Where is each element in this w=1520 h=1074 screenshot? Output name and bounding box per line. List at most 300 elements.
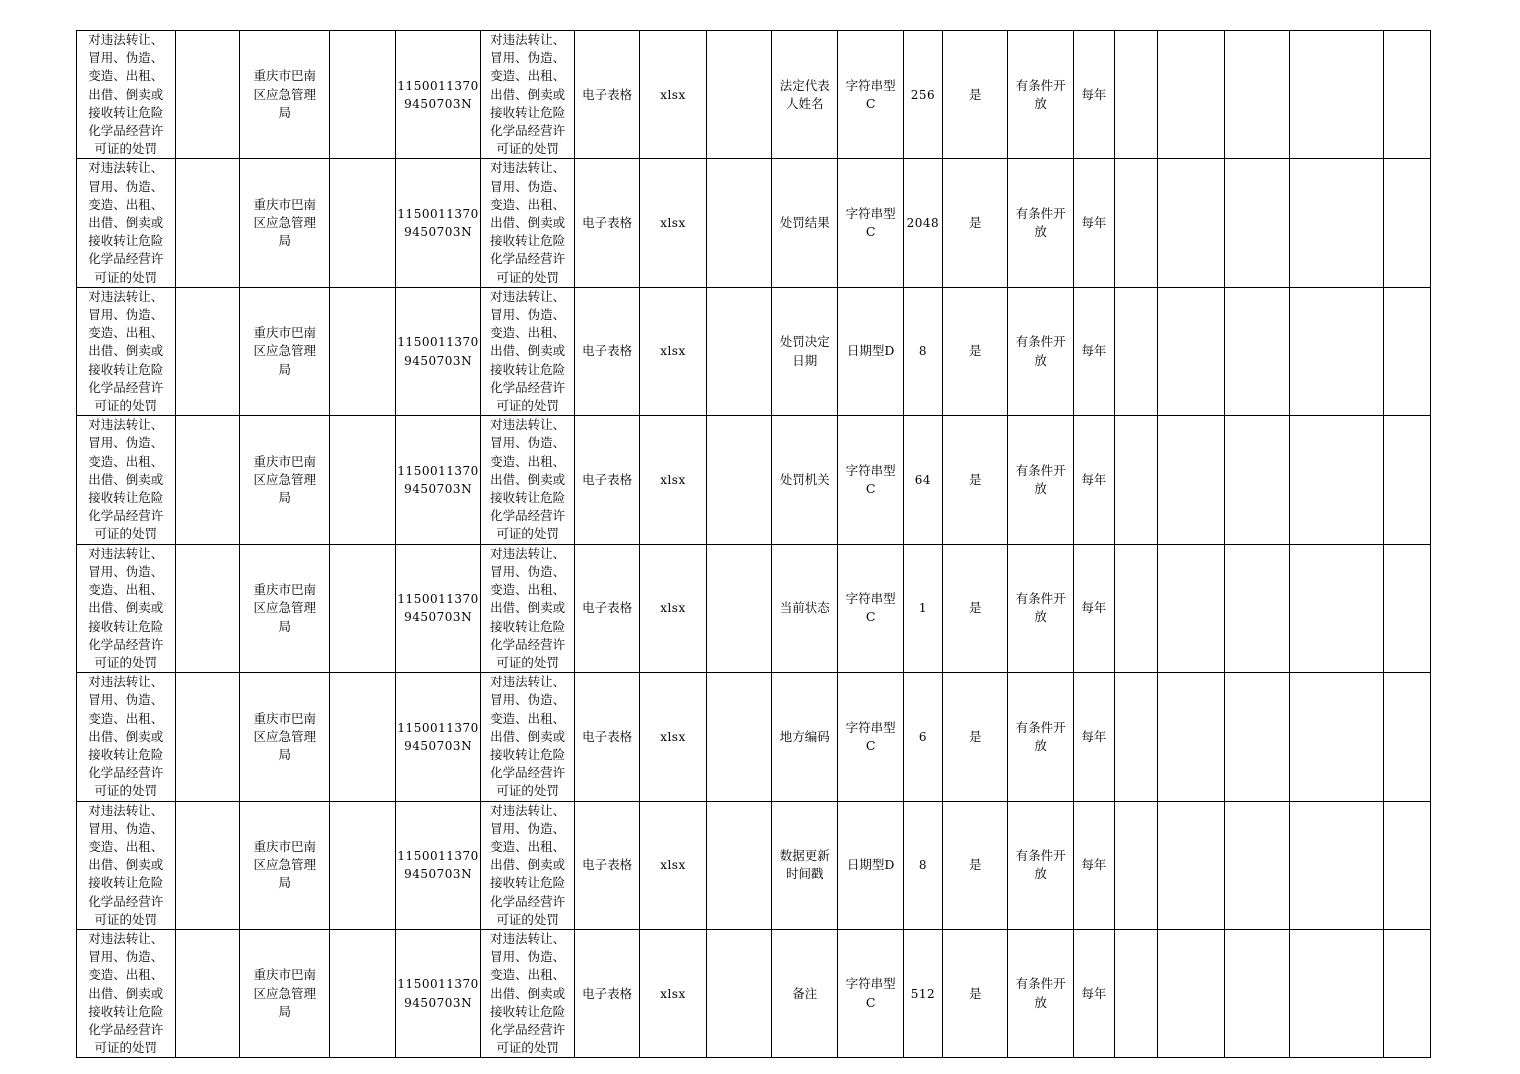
cell-department [239,929,330,1057]
cell-credit-code-text [396,333,481,369]
text-line: 可证的处罚 [94,654,158,670]
cell-department [239,31,330,159]
text-line: 区应急管理 [253,985,316,1001]
text-line: 接收转让危险 [490,1003,566,1019]
cell-empty [175,929,239,1057]
table-row [77,416,1431,544]
cell-update-frequency [1073,287,1114,415]
cell-empty [1383,801,1430,929]
cell-data-type-text [838,719,902,755]
text-line: 重庆市巴南 [253,453,316,469]
cell-empty [706,31,771,159]
text-line: 对违法转让、 [88,545,164,561]
cell-open-type-text [1008,590,1072,626]
cell-empty [1290,159,1384,287]
text-line: 1150011370 [397,720,479,735]
cell-credit-code [395,673,481,801]
text-line: 放 [1034,352,1047,368]
cell-open-type [1008,929,1073,1057]
cell-empty [1158,159,1224,287]
cell-empty [1158,287,1224,415]
cell-update-frequency [1073,801,1114,929]
cell-required-text: 是 [968,343,982,359]
cell-field-name-text [772,471,837,489]
cell-empty [1158,31,1224,159]
cell-extension [640,929,706,1057]
cell-update-frequency [1073,929,1114,1057]
text-line: 放 [1034,480,1047,496]
cell-update-frequency [1073,416,1114,544]
text-line: 人姓名 [785,95,824,111]
cell-extension [640,673,706,801]
text-line: 出借、倒卖或 [490,343,566,359]
cell-empty [1224,159,1289,287]
text-line: 处罚机关 [779,471,830,487]
cell-department-text [240,966,330,1021]
text-line: 出借、倒卖或 [490,728,566,744]
text-line: 对违法转让、 [88,160,164,176]
cell-empty [330,159,395,287]
cell-resource-name-text [481,31,574,158]
text-line: 变造、出租、 [490,196,566,212]
text-line: 可证的处罚 [496,783,559,799]
text-line: 变造、出租、 [88,196,164,212]
cell-field-length-text: 6 [918,729,927,744]
cell-item-name [77,159,176,287]
cell-data-type [838,31,903,159]
text-line: 重庆市巴南 [253,838,316,854]
text-line: 处罚结果 [779,215,830,231]
cell-extension-text: xlsx [660,729,686,744]
cell-update-frequency [1073,31,1114,159]
cell-resource-name-text [481,673,574,800]
text-line: 变造、出租、 [490,582,566,598]
text-line: 日期型D [846,857,895,873]
text-line: 可证的处罚 [94,783,158,799]
text-line: 放 [1034,609,1047,625]
cell-empty [706,801,771,929]
cell-update-frequency-text: 每年 [1081,343,1107,359]
text-line: 接收转让危险 [490,361,566,377]
text-line: 9450703N [404,867,473,882]
text-line: 有条件开 [1015,462,1066,478]
cell-open-type-text [1008,847,1072,883]
cell-empty [706,159,771,287]
cell-field-name-text [772,728,837,746]
text-line: 变造、出租、 [490,453,566,469]
text-line: 可证的处罚 [496,911,559,927]
cell-item-name-text [77,416,175,543]
text-line: 接收转让危险 [490,233,566,249]
text-line: 可证的处罚 [496,269,559,285]
cell-item-name-text [77,159,175,286]
cell-department [239,673,330,801]
cell-credit-code-text [396,975,481,1011]
text-line: 当前状态 [779,600,830,616]
cell-item-name [77,416,176,544]
text-line: 重庆市巴南 [253,196,316,212]
text-line: 冒用、伪造、 [490,435,566,451]
text-line: 字符串型 [845,77,896,93]
cell-required [943,416,1008,544]
text-line: 9450703N [404,481,473,496]
text-line: 区应急管理 [253,343,316,359]
text-line: 9450703N [404,610,473,625]
text-line: 化学品经营许 [88,379,164,395]
text-line: 接收转让危险 [490,746,566,762]
text-line: 冒用、伪造、 [88,563,164,579]
text-line: 数据更新 [779,848,830,864]
cell-field-length-text: 8 [918,344,927,359]
text-line: 1150011370 [397,977,479,992]
text-line: 接收转让危险 [88,1003,164,1019]
cell-open-type [1008,544,1073,672]
text-line: 1150011370 [397,78,479,93]
text-line: 化学品经营许 [490,1021,566,1037]
text-line: 化学品经营许 [490,123,566,139]
cell-resource-name [481,31,575,159]
cell-field-length [903,287,942,415]
text-line: 化学品经营许 [88,1021,164,1037]
text-line: 字符串型 [845,205,896,221]
text-line: 可证的处罚 [496,398,559,414]
cell-empty [1224,287,1289,415]
cell-empty [1290,544,1384,672]
cell-format-text: 电子表格 [582,600,633,616]
text-line: 出借、倒卖或 [490,985,566,1001]
cell-empty [1115,287,1158,415]
text-line: 化学品经营许 [490,893,566,909]
text-line: 接收转让危险 [490,490,566,506]
cell-empty [1115,673,1158,801]
cell-required [943,673,1008,801]
cell-resource-name-text [481,802,574,929]
cell-empty [1383,416,1430,544]
cell-department [239,287,330,415]
cell-extension-text: xlsx [660,986,686,1001]
cell-required-text: 是 [968,215,982,231]
cell-empty [1290,673,1384,801]
cell-field-name [772,287,838,415]
cell-format-text: 电子表格 [582,343,633,359]
cell-field-length [903,929,942,1057]
cell-credit-code [395,31,481,159]
cell-update-frequency-text: 每年 [1081,985,1107,1001]
text-line: 出借、倒卖或 [490,215,566,231]
text-line: 局 [278,233,291,249]
cell-department-text [240,581,330,636]
cell-empty [1158,416,1224,544]
cell-format [574,416,639,544]
text-line: 出借、倒卖或 [88,985,164,1001]
cell-empty [1115,544,1158,672]
cell-credit-code [395,929,481,1057]
text-line: 日期型D [846,343,895,359]
cell-field-name-text [772,599,837,617]
cell-item-name-text [77,545,175,672]
text-line: 变造、出租、 [88,838,164,854]
cell-open-type-text [1008,719,1072,755]
cell-empty [1158,929,1224,1057]
cell-credit-code-text [396,847,481,883]
text-line: C [865,224,876,240]
cell-empty [1290,801,1384,929]
cell-empty [330,801,395,929]
text-line: 1150011370 [397,592,479,607]
text-line: 可证的处罚 [496,526,559,542]
cell-empty [1383,287,1430,415]
cell-item-name-text [77,288,175,415]
text-line: 9450703N [404,353,473,368]
text-line: 化学品经营许 [490,379,566,395]
cell-empty [1383,31,1430,159]
text-line: 出借、倒卖或 [490,600,566,616]
text-line: 接收转让危险 [88,618,164,634]
text-line: 出借、倒卖或 [88,215,164,231]
text-line: 有条件开 [1015,77,1066,93]
cell-empty [1383,159,1430,287]
cell-field-length-text: 1 [918,601,927,616]
cell-item-name-text [77,802,175,929]
cell-empty [175,287,239,415]
text-line: 化学品经营许 [490,636,566,652]
text-line: 9450703N [404,225,473,240]
cell-data-type-text [838,342,902,360]
text-line: 法定代表 [779,77,830,93]
cell-empty [1383,544,1430,672]
text-line: 时间戳 [785,866,824,882]
cell-department [239,416,330,544]
cell-resource-name [481,159,575,287]
cell-required-text: 是 [968,86,982,102]
cell-field-length [903,673,942,801]
cell-format-text: 电子表格 [582,215,633,231]
text-line: 局 [278,746,291,762]
cell-field-length [903,544,942,672]
text-line: 重庆市巴南 [253,68,316,84]
cell-resource-name [481,287,575,415]
cell-format [574,929,639,1057]
text-line: 对违法转让、 [88,674,164,690]
cell-field-name [772,416,838,544]
text-line: 对违法转让、 [490,288,566,304]
cell-format [574,673,639,801]
text-line: 对违法转让、 [490,674,566,690]
cell-format [574,31,639,159]
cell-empty [706,544,771,672]
text-line: 出借、倒卖或 [88,343,164,359]
cell-department-text [240,67,330,122]
cell-field-name-text [772,77,837,113]
cell-empty [175,159,239,287]
cell-field-name [772,673,838,801]
cell-format [574,287,639,415]
cell-update-frequency-text: 每年 [1081,728,1107,744]
cell-format-text: 电子表格 [582,728,633,744]
text-line: 可证的处罚 [94,398,158,414]
table-row [77,159,1431,287]
cell-department [239,801,330,929]
text-line: 日期 [792,352,818,368]
cell-required [943,929,1008,1057]
cell-resource-name-text [481,416,574,543]
cell-department-text [240,710,330,765]
text-line: 对违法转让、 [490,32,566,47]
text-line: 对违法转让、 [490,417,566,433]
cell-department [239,159,330,287]
text-line: 重庆市巴南 [253,710,316,726]
cell-empty [175,801,239,929]
text-line: 接收转让危险 [88,490,164,506]
text-line: 变造、出租、 [88,325,164,341]
table-row [77,287,1431,415]
table-body [77,31,1431,1058]
text-line: 对违法转让、 [490,802,566,818]
text-line: 字符串型 [845,976,896,992]
cell-item-name [77,31,176,159]
cell-extension [640,544,706,672]
cell-open-type-text [1008,205,1072,241]
text-line: 冒用、伪造、 [88,820,164,836]
cell-resource-name [481,416,575,544]
cell-field-length [903,416,942,544]
cell-empty [1115,31,1158,159]
text-line: 对违法转让、 [490,930,566,946]
data-catalog-table [76,30,1431,1058]
text-line: 局 [278,490,291,506]
text-line: 有条件开 [1015,334,1066,350]
text-line: 有条件开 [1015,205,1066,221]
text-line: C [865,95,876,111]
text-line: 地方编码 [779,728,830,744]
text-line: 出借、倒卖或 [88,857,164,873]
cell-field-name [772,544,838,672]
cell-empty [330,31,395,159]
text-line: 局 [278,361,291,377]
cell-credit-code [395,544,481,672]
text-line: 可证的处罚 [496,141,559,157]
cell-item-name [77,287,176,415]
cell-open-type [1008,159,1073,287]
text-line: 重庆市巴南 [253,582,316,598]
text-line: 变造、出租、 [88,710,164,726]
cell-empty [1383,673,1430,801]
text-line: 出借、倒卖或 [490,857,566,873]
cell-empty [706,287,771,415]
cell-department-text [240,196,330,251]
cell-item-name-text [77,930,175,1057]
text-line: 9450703N [404,995,473,1010]
cell-credit-code [395,416,481,544]
cell-empty [1115,929,1158,1057]
text-line: 对违法转让、 [490,160,566,176]
cell-empty [1115,159,1158,287]
cell-field-length [903,801,942,929]
cell-required-text: 是 [968,728,982,744]
cell-open-type-text [1008,77,1072,113]
cell-item-name [77,929,176,1057]
cell-empty [1383,929,1430,1057]
text-line: 有条件开 [1015,976,1066,992]
cell-resource-name-text [481,545,574,672]
text-line: 接收转让危险 [88,875,164,891]
text-line: 接收转让危险 [88,233,164,249]
text-line: 变造、出租、 [88,68,164,84]
cell-empty [330,416,395,544]
text-line: 化学品经营许 [88,893,164,909]
cell-required-text: 是 [968,985,982,1001]
cell-update-frequency [1073,673,1114,801]
text-line: 对违法转让、 [490,545,566,561]
text-line: 接收转让危险 [88,104,164,120]
cell-credit-code [395,159,481,287]
cell-field-length [903,31,942,159]
text-line: 变造、出租、 [88,453,164,469]
cell-open-type [1008,416,1073,544]
cell-update-frequency-text: 每年 [1081,215,1107,231]
cell-empty [706,673,771,801]
text-line: 有条件开 [1015,848,1066,864]
text-line: 对违法转让、 [88,802,164,818]
cell-department-text [240,453,330,508]
cell-credit-code-text [396,205,481,241]
cell-empty [330,673,395,801]
cell-open-type-text [1008,975,1072,1011]
text-line: 冒用、伪造、 [88,435,164,451]
cell-open-type [1008,673,1073,801]
cell-empty [1158,544,1224,672]
text-line: 冒用、伪造、 [88,692,164,708]
text-line: 化学品经营许 [490,765,566,781]
text-line: 冒用、伪造、 [88,178,164,194]
text-line: 出借、倒卖或 [88,600,164,616]
cell-empty [1158,673,1224,801]
cell-field-name [772,31,838,159]
cell-empty [1115,801,1158,929]
cell-department [239,544,330,672]
text-line: 变造、出租、 [88,582,164,598]
cell-data-type-text [838,856,902,874]
cell-empty [330,287,395,415]
text-line: 有条件开 [1015,719,1066,735]
text-line: 化学品经营许 [88,765,164,781]
text-line: 放 [1034,994,1047,1010]
cell-item-name [77,544,176,672]
text-line: 1150011370 [397,335,479,350]
text-line: 对违法转让、 [88,32,164,47]
text-line: 化学品经营许 [88,123,164,139]
cell-empty [175,416,239,544]
cell-resource-name-text [481,288,574,415]
cell-update-frequency-text: 每年 [1081,86,1107,102]
text-line: 变造、出租、 [490,967,566,983]
text-line: 接收转让危险 [88,361,164,377]
text-line: 冒用、伪造、 [490,50,566,66]
table-row [77,929,1431,1057]
text-line: 可证的处罚 [94,526,158,542]
text-line: 区应急管理 [253,728,316,744]
table-row [77,544,1431,672]
cell-extension [640,31,706,159]
cell-empty [1115,416,1158,544]
text-line: 局 [278,618,291,634]
cell-open-type [1008,801,1073,929]
cell-department-text [240,838,330,893]
text-line: 有条件开 [1015,591,1066,607]
text-line: 变造、出租、 [490,710,566,726]
text-line: C [865,994,876,1010]
text-line: 化学品经营许 [88,251,164,267]
